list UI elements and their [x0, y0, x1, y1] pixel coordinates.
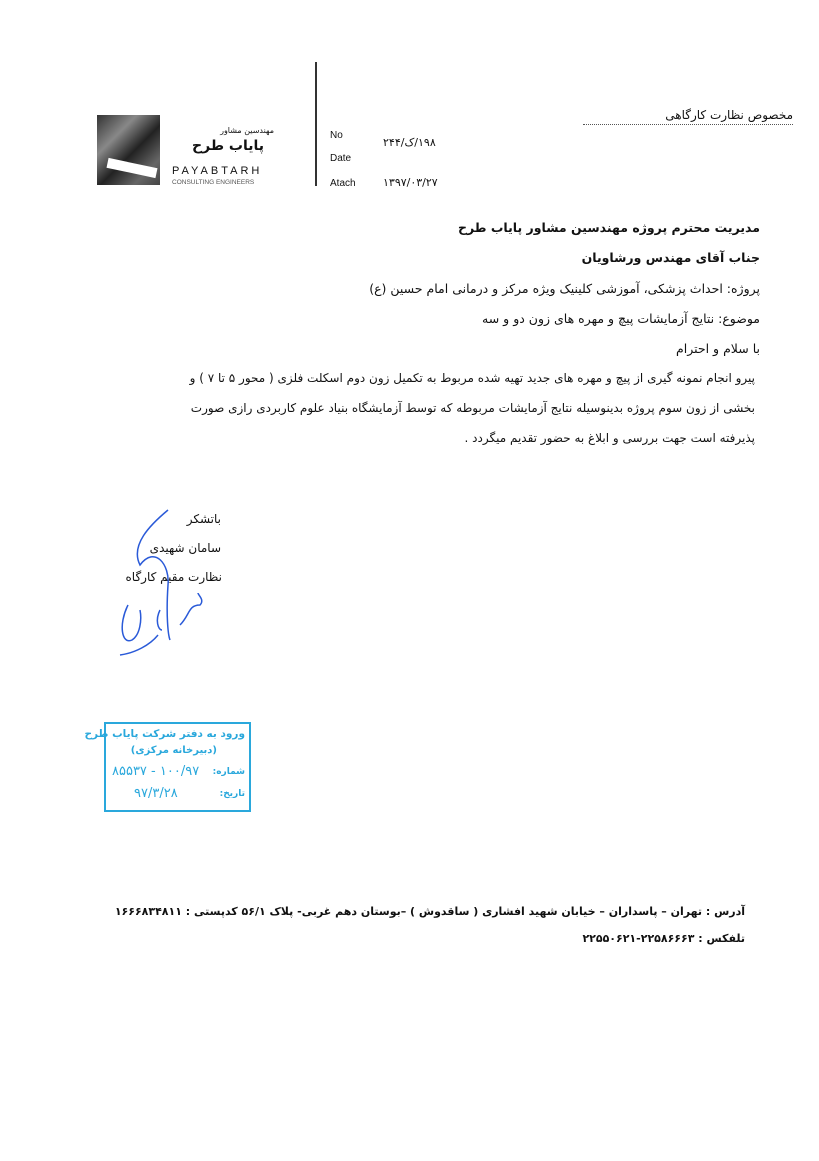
recipient-line-2: جناب آقای مهندس ورشاویان [581, 250, 760, 265]
stamp-number-label: شماره: [212, 767, 245, 777]
greeting: با سلام و احترام [676, 341, 760, 356]
body-line-3: پذیرفته است جهت بررسی و ابلاغ به حضور تقدیم میگردد . [464, 431, 755, 445]
stamp-line-1: ورود به دفتر شرکت پایاب طرح [84, 728, 245, 740]
stamp-line-2: (دبیرخانه مرکزی) [130, 745, 217, 756]
divider [315, 62, 317, 186]
signer-title: نظارت مقیم کارگاه [125, 570, 222, 584]
stamp-number-value: ۱۰۰/۹۷ - ۸۵۵۳۷ [112, 764, 200, 779]
company-tagline: CONSULTING ENGINEERS [172, 179, 255, 186]
stamp-date-value: ۹۷/۳/۲۸ [134, 786, 178, 801]
handwritten-signature [110, 505, 220, 665]
company-logo [97, 115, 160, 185]
signer-name: سامان شهیدی [149, 541, 221, 555]
body-line-2: بخشی از زون سوم پروژه بدینوسیله نتایج آزمایشات مربوطه که توسط آزمایشگاه بنیاد علوم کاربردی رازی صورت [190, 401, 755, 415]
letter-number: ۱۹۸/ک/۲۴۴ [383, 136, 436, 149]
closing: باتشکر [186, 512, 221, 526]
project-line: پروژه: احداث پزشکی، آموزشی کلینیک ویژه مرکز و درمانی امام حسین (ع) [369, 281, 760, 296]
no-label: No [330, 130, 343, 141]
letter-date: ۱۳۹۷/۰۳/۲۷ [383, 176, 438, 189]
subject-line: موضوع: نتایج آزمایشات پیچ و مهره های زون دو و سه [482, 311, 760, 326]
company-persian-name: پایاب طرح [192, 138, 264, 154]
date-label: Date [330, 153, 352, 164]
footer-telfax: تلفکس : ۲۲۵۸۶۶۶۳-۲۲۵۵۰۶۲۱ [582, 932, 745, 945]
company-persian-subtitle: مهندسین مشاور [220, 126, 274, 135]
body-line-1: پیرو انجام نمونه گیری از پیچ و مهره های جدید تهیه شده مربوط به تکمیل زون دوم اسکلت فلزی ( محور ۵ تا ۷ ) و [189, 371, 755, 385]
recipient-line-1: مدیریت محترم پروژه مهندسین مشاور پایاب طرح [457, 220, 760, 235]
stamp-date-label: تاریخ: [219, 789, 245, 799]
confidential-note: مخصوص نظارت کارگاهی [583, 108, 793, 125]
footer-address: آدرس : تهران – پاسداران – خیابان شهید افشاری ( ساقدوش ) –بوستان دهم غربی- پلاک ۵۶/۱ کدپستی : ۱۶۶۶۸۳۴۸۱۱ [114, 905, 745, 918]
company-latin-name: PAYABTARH [172, 165, 263, 177]
receipt-stamp [84, 722, 251, 812]
attach-label: Atach [330, 178, 356, 189]
